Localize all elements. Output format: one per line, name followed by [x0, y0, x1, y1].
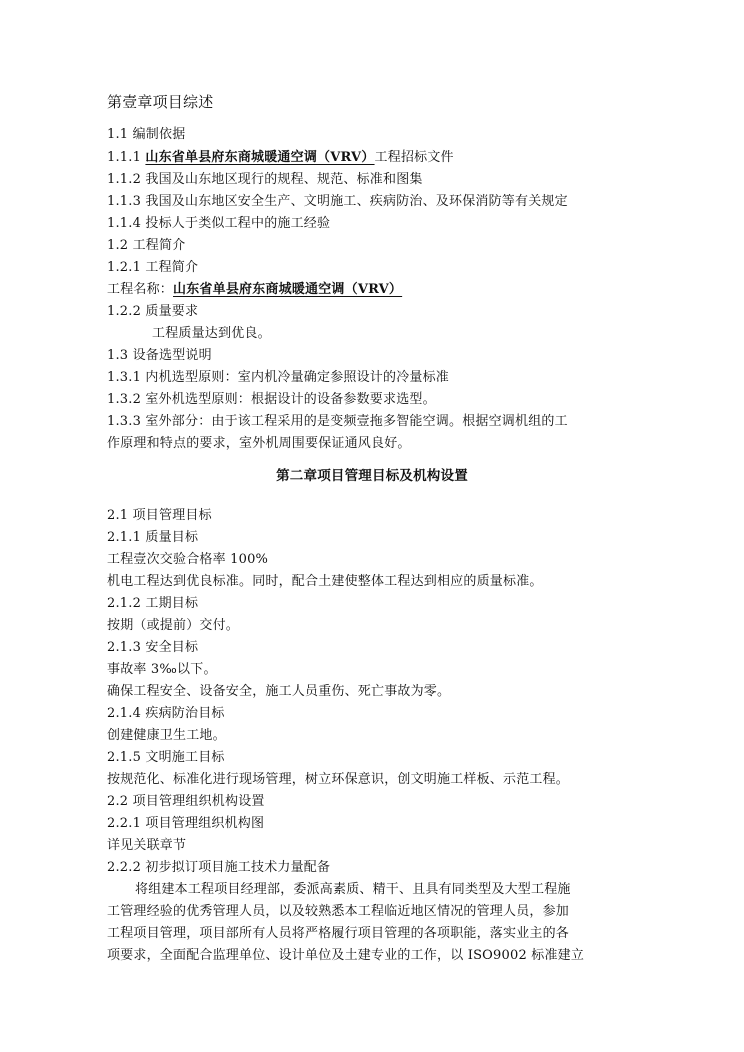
section-1-1: 1.1 编制依据: [107, 127, 186, 142]
section-1-1-2: 1.1.2 我国及山东地区现行的规程、规范、标准和图集: [107, 172, 423, 187]
section-1-1-1-suffix: 工程招标文件: [374, 150, 454, 165]
section-1-2-1: 1.2.1 工程简介: [107, 260, 199, 275]
paragraph-line-4: 项要求，全面配合监理单位、设计单位及土建专业的工作，以 ISO9002 标准建立: [107, 948, 585, 963]
section-2-1-4: 2.1.4 疾病防治目标: [107, 706, 225, 721]
see-chapter-note: 详见关联章节: [107, 838, 187, 853]
project-name-underlined: 山东省单县府东商城暖通空调（VRV）: [145, 150, 375, 165]
section-1-3-2: 1.3.2 室外机选型原则：根据设计的设备参数要求选型。: [107, 392, 436, 407]
section-1-3-1: 1.3.1 内机选型原则：室内机冷量确定参照设计的冷量标准: [107, 370, 450, 385]
section-1-1-4: 1.1.4 投标人于类似工程中的施工经验: [107, 216, 331, 231]
schedule-goal: 按期（或提前）交付。: [107, 618, 240, 633]
section-2-2-2: 2.2.2 初步拟订项目施工技术力量配备: [107, 860, 331, 875]
project-name-value: 山东省单县府东商城暖通空调（VRV）: [173, 282, 403, 297]
chapter-2-title: 第二章项目管理目标及机构设置: [276, 468, 468, 484]
section-2-2: 2.2 项目管理组织机构设置: [107, 794, 265, 809]
accident-rate: 事故率 3‰以下。: [107, 662, 217, 677]
section-1-1-1-prefix: 1.1.1: [107, 150, 146, 165]
project-name-label: 工程名称：: [107, 282, 174, 297]
quality-requirement: 工程质量达到优良。: [152, 326, 271, 341]
chapter-1-title: 第壹章项目综述: [107, 93, 214, 111]
section-1-2: 1.2 工程简介: [107, 238, 186, 253]
section-1-1-1: [107, 150, 454, 166]
quality-rate: 工程壹次交验合格率 100%: [107, 552, 269, 567]
section-2-2-1: 2.2.1 项目管理组织机构图: [107, 816, 265, 831]
quality-standard: 机电工程达到优良标准。同时，配合土建使整体工程达到相应的质量标准。: [107, 574, 543, 589]
civil-construction-goal: 按规范化、标准化进行现场管理，树立环保意识，创文明施工样板、示范工程。: [107, 772, 570, 787]
section-2-1-2: 2.1.2 工期目标: [107, 596, 199, 611]
section-1-2-2: 1.2.2 质量要求: [107, 304, 199, 319]
paragraph-line-2: 工管理经验的优秀管理人员，以及较熟悉本工程临近地区情况的管理人员，参加: [107, 904, 570, 919]
health-goal: 创建健康卫生工地。: [107, 728, 226, 743]
safety-goal: 确保工程安全、设备安全，施工人员重伤、死亡事故为零。: [107, 684, 451, 699]
section-2-1-3: 2.1.3 安全目标: [107, 640, 199, 655]
paragraph-line-3: 工程项目管理，项目部所有人员将严格履行项目管理的各项职能，落实业主的各: [107, 926, 570, 941]
section-1-3-3-line1: 1.3.3 室外部分：由于该工程采用的是变频壹拖多智能空调。根据空调机组的工: [107, 414, 568, 429]
section-2-1-1: 2.1.1 质量目标: [107, 530, 199, 545]
section-1-3-3-line2: 作原理和特点的要求，室外机周围要保证通风良好。: [107, 436, 411, 451]
section-2-1: 2.1 项目管理目标: [107, 508, 212, 523]
section-1-1-3: 1.1.3 我国及山东地区安全生产、文明施工、疾病防治、及环保消防等有关规定: [107, 194, 568, 209]
section-1-3: 1.3 设备选型说明: [107, 348, 212, 363]
paragraph-line-1: 将组建本工程项目经理部，委派高素质、精干、且具有同类型及大型工程施: [135, 882, 571, 897]
section-2-1-5: 2.1.5 文明施工目标: [107, 750, 225, 765]
project-name-line: [107, 282, 402, 298]
